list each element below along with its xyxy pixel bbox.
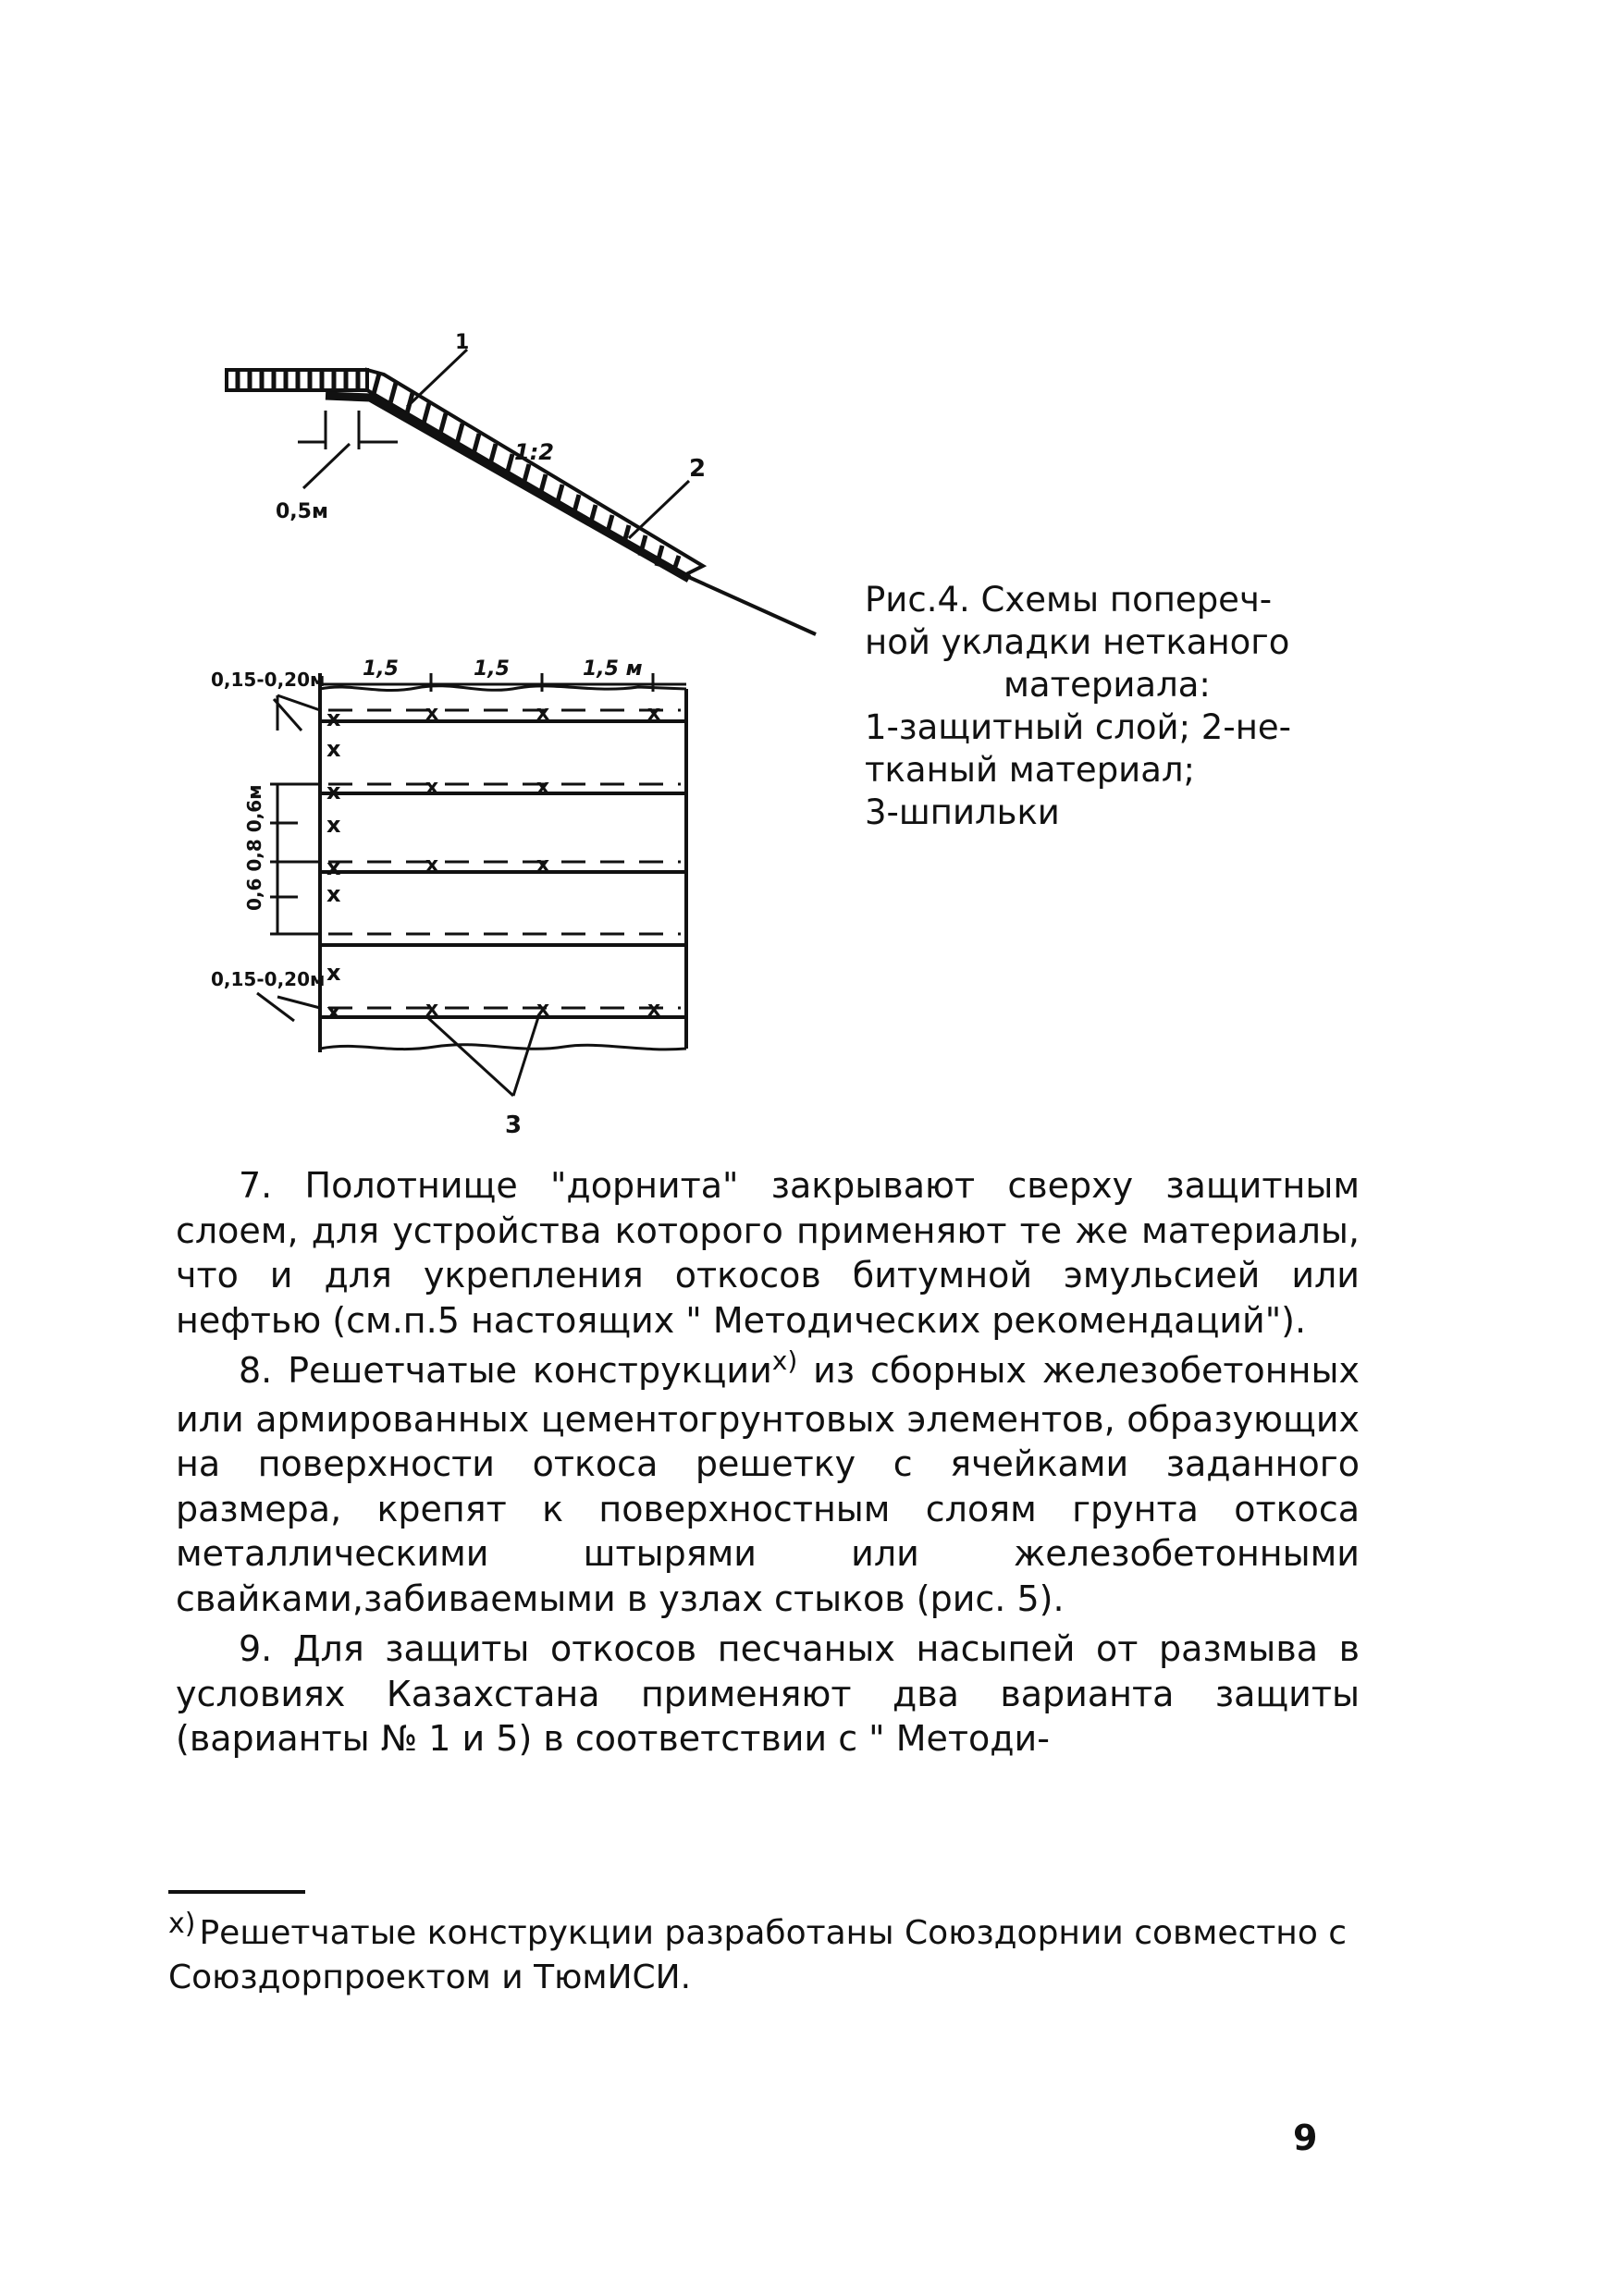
paragraph-8-rest: из сборных железобетонных или армированных цементогрунтовых элементов, образующих на поверхности откоса решетку с ячейками заданного размера, крепят к поверхностным слоям грунта откоса металлическими штырями или железобетонными свайками,забиваемыми в узлах стыков (рис. 5). [176, 1350, 1360, 1619]
svg-text:x: x [326, 854, 341, 880]
nonwoven-layer [326, 396, 689, 579]
svg-text:x: x [536, 853, 550, 877]
plan-view [320, 673, 686, 1052]
callout-3: 3 [505, 1111, 523, 1139]
bottom-margin-label: 0,15-0,20м [211, 968, 326, 990]
caption-line: 1-защитный слой; 2-не- [865, 707, 1292, 747]
slope-label: 1:2 [514, 439, 554, 465]
svg-text:x: x [326, 999, 341, 1025]
slope-cross-section [227, 331, 816, 634]
gap-label: 0,5м [276, 500, 328, 523]
svg-text:x: x [425, 702, 439, 725]
paragraph-8 [176, 1345, 1360, 1621]
svg-text:x: x [425, 853, 439, 877]
bottom-break-line [320, 1045, 686, 1050]
callout-2-leader [629, 481, 689, 538]
svg-text:x: x [425, 998, 439, 1021]
svg-text:x: x [536, 776, 550, 799]
caption-line: ной укладки нетканого [865, 622, 1290, 662]
svg-text:x: x [326, 960, 341, 986]
footnote-mark: x) [168, 1908, 196, 1940]
svg-text:x: x [326, 706, 341, 731]
footnote-divider [168, 1890, 305, 1894]
paragraph-9: 9. Для защиты откосов песчаных насыпей от размыва в условиях Казахстана применяют два варианта защиты (варианты № 1 и 5) в соответствии с " Методи- [176, 1628, 1360, 1759]
gap-dimension [298, 411, 398, 488]
footnote-text: Решетчатые конструкции разработаны Союздорнии совместно с Союздорпроектом и ТюмИСИ. [168, 1914, 1348, 1996]
body-text [176, 1163, 1360, 1767]
slope-line [684, 575, 816, 634]
svg-text:x: x [647, 702, 661, 725]
span-3-label: 1,5 м [583, 657, 643, 681]
svg-text:x: x [326, 736, 341, 762]
page-number: 9 [1293, 2118, 1318, 2158]
svg-text:x: x [425, 776, 439, 799]
callout-1-leader [407, 350, 467, 407]
callout-1: 1 [455, 331, 470, 354]
span-1-label: 1,5 [363, 657, 399, 681]
paragraph-7: 7. Полотнище "дорнита" закрывают сверху защитным слоем, для устройства которого применяют те же материалы, что и для укрепления откосов битумной эмульсией или нефтью (см.п.5 настоящих " Методических рекомендаций"). [176, 1165, 1360, 1341]
side-spacing-label: 0,6 0,8 0,6м [243, 784, 265, 911]
footnote-reference: x) [771, 1345, 798, 1376]
callout-3-leaders [427, 1017, 538, 1096]
footnote [168, 1908, 1371, 1999]
top-break-line [320, 686, 686, 691]
paragraph-8-start: 8. Решетчатые конструкции [239, 1350, 772, 1391]
caption-line: материала: [1004, 665, 1211, 705]
svg-text:x: x [536, 998, 550, 1021]
span-2-label: 1,5 [474, 657, 510, 681]
caption-line: тканый материал; [865, 750, 1196, 790]
svg-text:x: x [326, 881, 341, 907]
figure-caption [865, 579, 1383, 834]
caption-line: Рис.4. Схемы попереч- [865, 580, 1273, 620]
svg-text:x: x [326, 779, 341, 804]
top-margin-label: 0,15-0,20м [211, 669, 326, 691]
caption-line: 3-шпильки [865, 792, 1060, 832]
svg-text:x: x [647, 998, 661, 1021]
side-spacing-dimension [270, 784, 320, 934]
svg-text:x: x [326, 812, 341, 838]
callout-2: 2 [689, 455, 707, 483]
svg-text:x: x [536, 702, 550, 725]
